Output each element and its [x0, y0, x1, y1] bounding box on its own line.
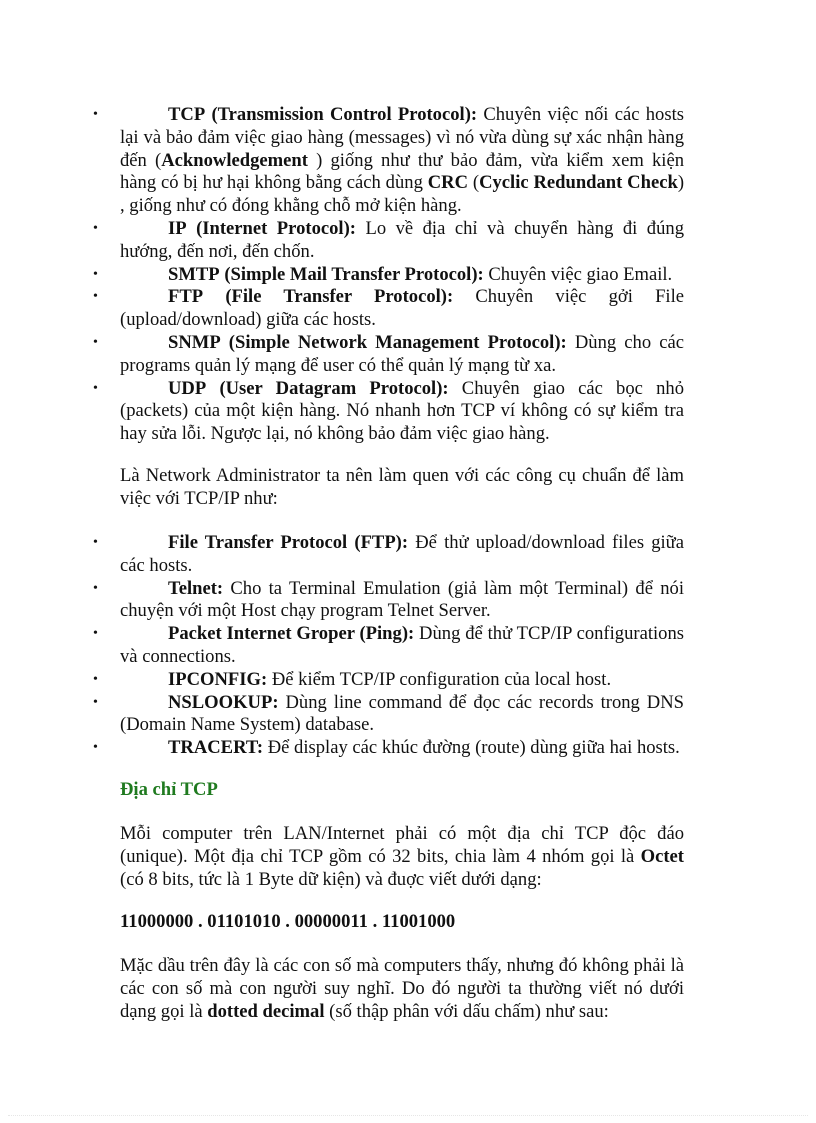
list-item-ftp — [93, 286, 684, 332]
tool-description: Để display các khúc đường (route) dùng giữa hai hosts. — [263, 737, 680, 759]
tools-list — [93, 532, 685, 760]
term-dotted-decimal: dotted decimal — [207, 1000, 325, 1022]
bullet-icon: • — [93, 107, 98, 122]
address-paragraph — [120, 823, 684, 891]
tool-name: IPCONFIG: — [168, 668, 268, 690]
list-item-ftp-tool — [93, 532, 685, 578]
protocol-description: Chuyên việc gởi File (upload/download) giữa các hosts. — [120, 286, 684, 331]
protocol-name: SMTP — [168, 263, 220, 285]
list-item-ping — [93, 623, 684, 669]
protocol-full-name: (Internet Protocol): — [196, 217, 356, 239]
list-item-ipconfig — [93, 668, 684, 692]
intro-paragraph: Là Network Administrator ta nên làm quen với các công cụ chuẩn để làm việc với TCP/IP như: — [120, 465, 684, 509]
address-text-2: (có 8 bits, tức là 1 Byte dữ kiện) và đuợc viết dưới dạng: — [120, 868, 542, 890]
protocol-description: Lo về địa chỉ và chuyển hàng đi đúng hướng, đến nơi, đến chốn. — [120, 217, 684, 262]
list-item-ip — [93, 217, 684, 264]
tool-description: Dùng line command để đọc các records trong DNS (Domain Name System) database. — [120, 691, 684, 736]
protocol-description-4: ) , giống như có đóng khằng chỗ mở kiện hàng. — [120, 172, 685, 217]
tool-description: Để kiểm TCP/IP configuration của local host. — [267, 668, 612, 690]
bullet-icon: • — [93, 266, 98, 282]
list-item-nslookup — [93, 691, 684, 738]
bullet-icon: • — [93, 380, 98, 396]
page-bottom-border — [8, 1115, 808, 1116]
tool-name: NSLOOKUP: — [168, 691, 279, 713]
protocol-list — [93, 104, 685, 446]
bullet-icon: • — [93, 289, 98, 305]
list-item-udp — [93, 377, 684, 446]
protocol-description-2: ) giống như thư bảo đảm, vừa kiểm xem kiện hàng có bị hư hại không bằng cách dùng — [120, 149, 684, 194]
list-item-tcp — [93, 104, 685, 218]
bullet-icon: • — [93, 580, 98, 596]
address-text-1: Mỗi computer trên LAN/Internet phải có một địa chỉ TCP độc đáo (unique). Một địa chỉ TCP gồm có 32 bits, chia làm 4 nhóm gọi là — [120, 823, 684, 867]
tool-description: Cho ta Terminal Emulation (giả làm một Terminal) để nói chuyện với một Host chạy program Telnet Server. — [120, 577, 684, 622]
list-item-smtp — [93, 263, 684, 287]
protocol-name: TCP — [168, 104, 206, 125]
protocol-full-name: (File Transfer Protocol): — [225, 286, 454, 308]
tool-name: File Transfer Protocol (FTP): — [168, 532, 409, 553]
list-item-tracert — [93, 737, 684, 760]
protocol-name: FTP — [168, 286, 204, 308]
protocol-description: Dùng cho các programs quản lý mạng để user có thể quản lý mạng từ xa. — [120, 331, 684, 376]
tool-name: Telnet: — [168, 577, 224, 599]
bullet-icon: • — [93, 740, 98, 756]
protocol-full-name: (Simple Network Management Protocol): — [228, 331, 567, 353]
tool-name: TRACERT: — [168, 737, 264, 759]
list-item-telnet — [93, 577, 684, 624]
protocol-full-name: (Simple Mail Transfer Protocol): — [224, 263, 484, 285]
dotted-text-2: (số thập phân với dấu chấm) như sau: — [324, 1000, 609, 1022]
term-octet: Octet — [640, 845, 684, 867]
protocol-full-name: (User Datagram Protocol): — [219, 377, 449, 399]
binary-address: 11000000 . 01101010 . 00000011 . 11001000 — [120, 911, 456, 932]
protocol-description: Chuyên giao các bọc nhỏ (packets) của một kiện hàng. Nó nhanh hơn TCP ví không có sự kiểm tra hay sửa lỗi. Ngược lại, nó không bảo đảm việc giao hàng. — [120, 377, 684, 445]
bullet-icon: • — [93, 535, 98, 550]
list-item-snmp — [93, 331, 684, 378]
dotted-decimal-paragraph — [120, 955, 684, 1023]
bullet-icon: • — [93, 694, 98, 710]
term-cyclic-redundant-check: Cyclic Redundant Check — [479, 172, 678, 194]
protocol-name: UDP — [168, 377, 207, 399]
protocol-name: IP — [168, 217, 187, 239]
tool-description: Để thử upload/download files giữa các hosts. — [120, 532, 685, 576]
protocol-description: Chuyên việc giao Email. — [483, 263, 673, 285]
protocol-description: Chuyên việc nối các hosts lại và bảo đảm việc giao hàng (messages) vì nó vừa dùng sự xác nhận hàng đến ( — [120, 104, 684, 171]
protocol-name: SNMP — [168, 331, 221, 353]
protocol-description-3: ( — [468, 172, 480, 194]
term-crc: CRC — [427, 172, 469, 194]
bullet-icon: • — [93, 626, 98, 642]
tool-description: Dùng để thử TCP/IP configurations và connections. — [120, 623, 684, 667]
bullet-icon: • — [93, 220, 98, 236]
bullet-icon: • — [93, 671, 98, 687]
dotted-text-1: Mặc dầu trên đây là các con số mà computers thấy, nhưng đó không phải là các con số mà con người suy nghĩ. Do đó người ta thường viết nó dưới dạng gọi là — [120, 955, 684, 1022]
protocol-full-name: (Transmission Control Protocol): — [211, 104, 478, 125]
section-heading: Địa chỉ TCP — [120, 779, 218, 800]
bullet-icon: • — [93, 334, 98, 350]
tool-name: Packet Internet Groper (Ping): — [168, 623, 415, 645]
term-acknowledgement: Acknowledgement — [161, 149, 308, 171]
